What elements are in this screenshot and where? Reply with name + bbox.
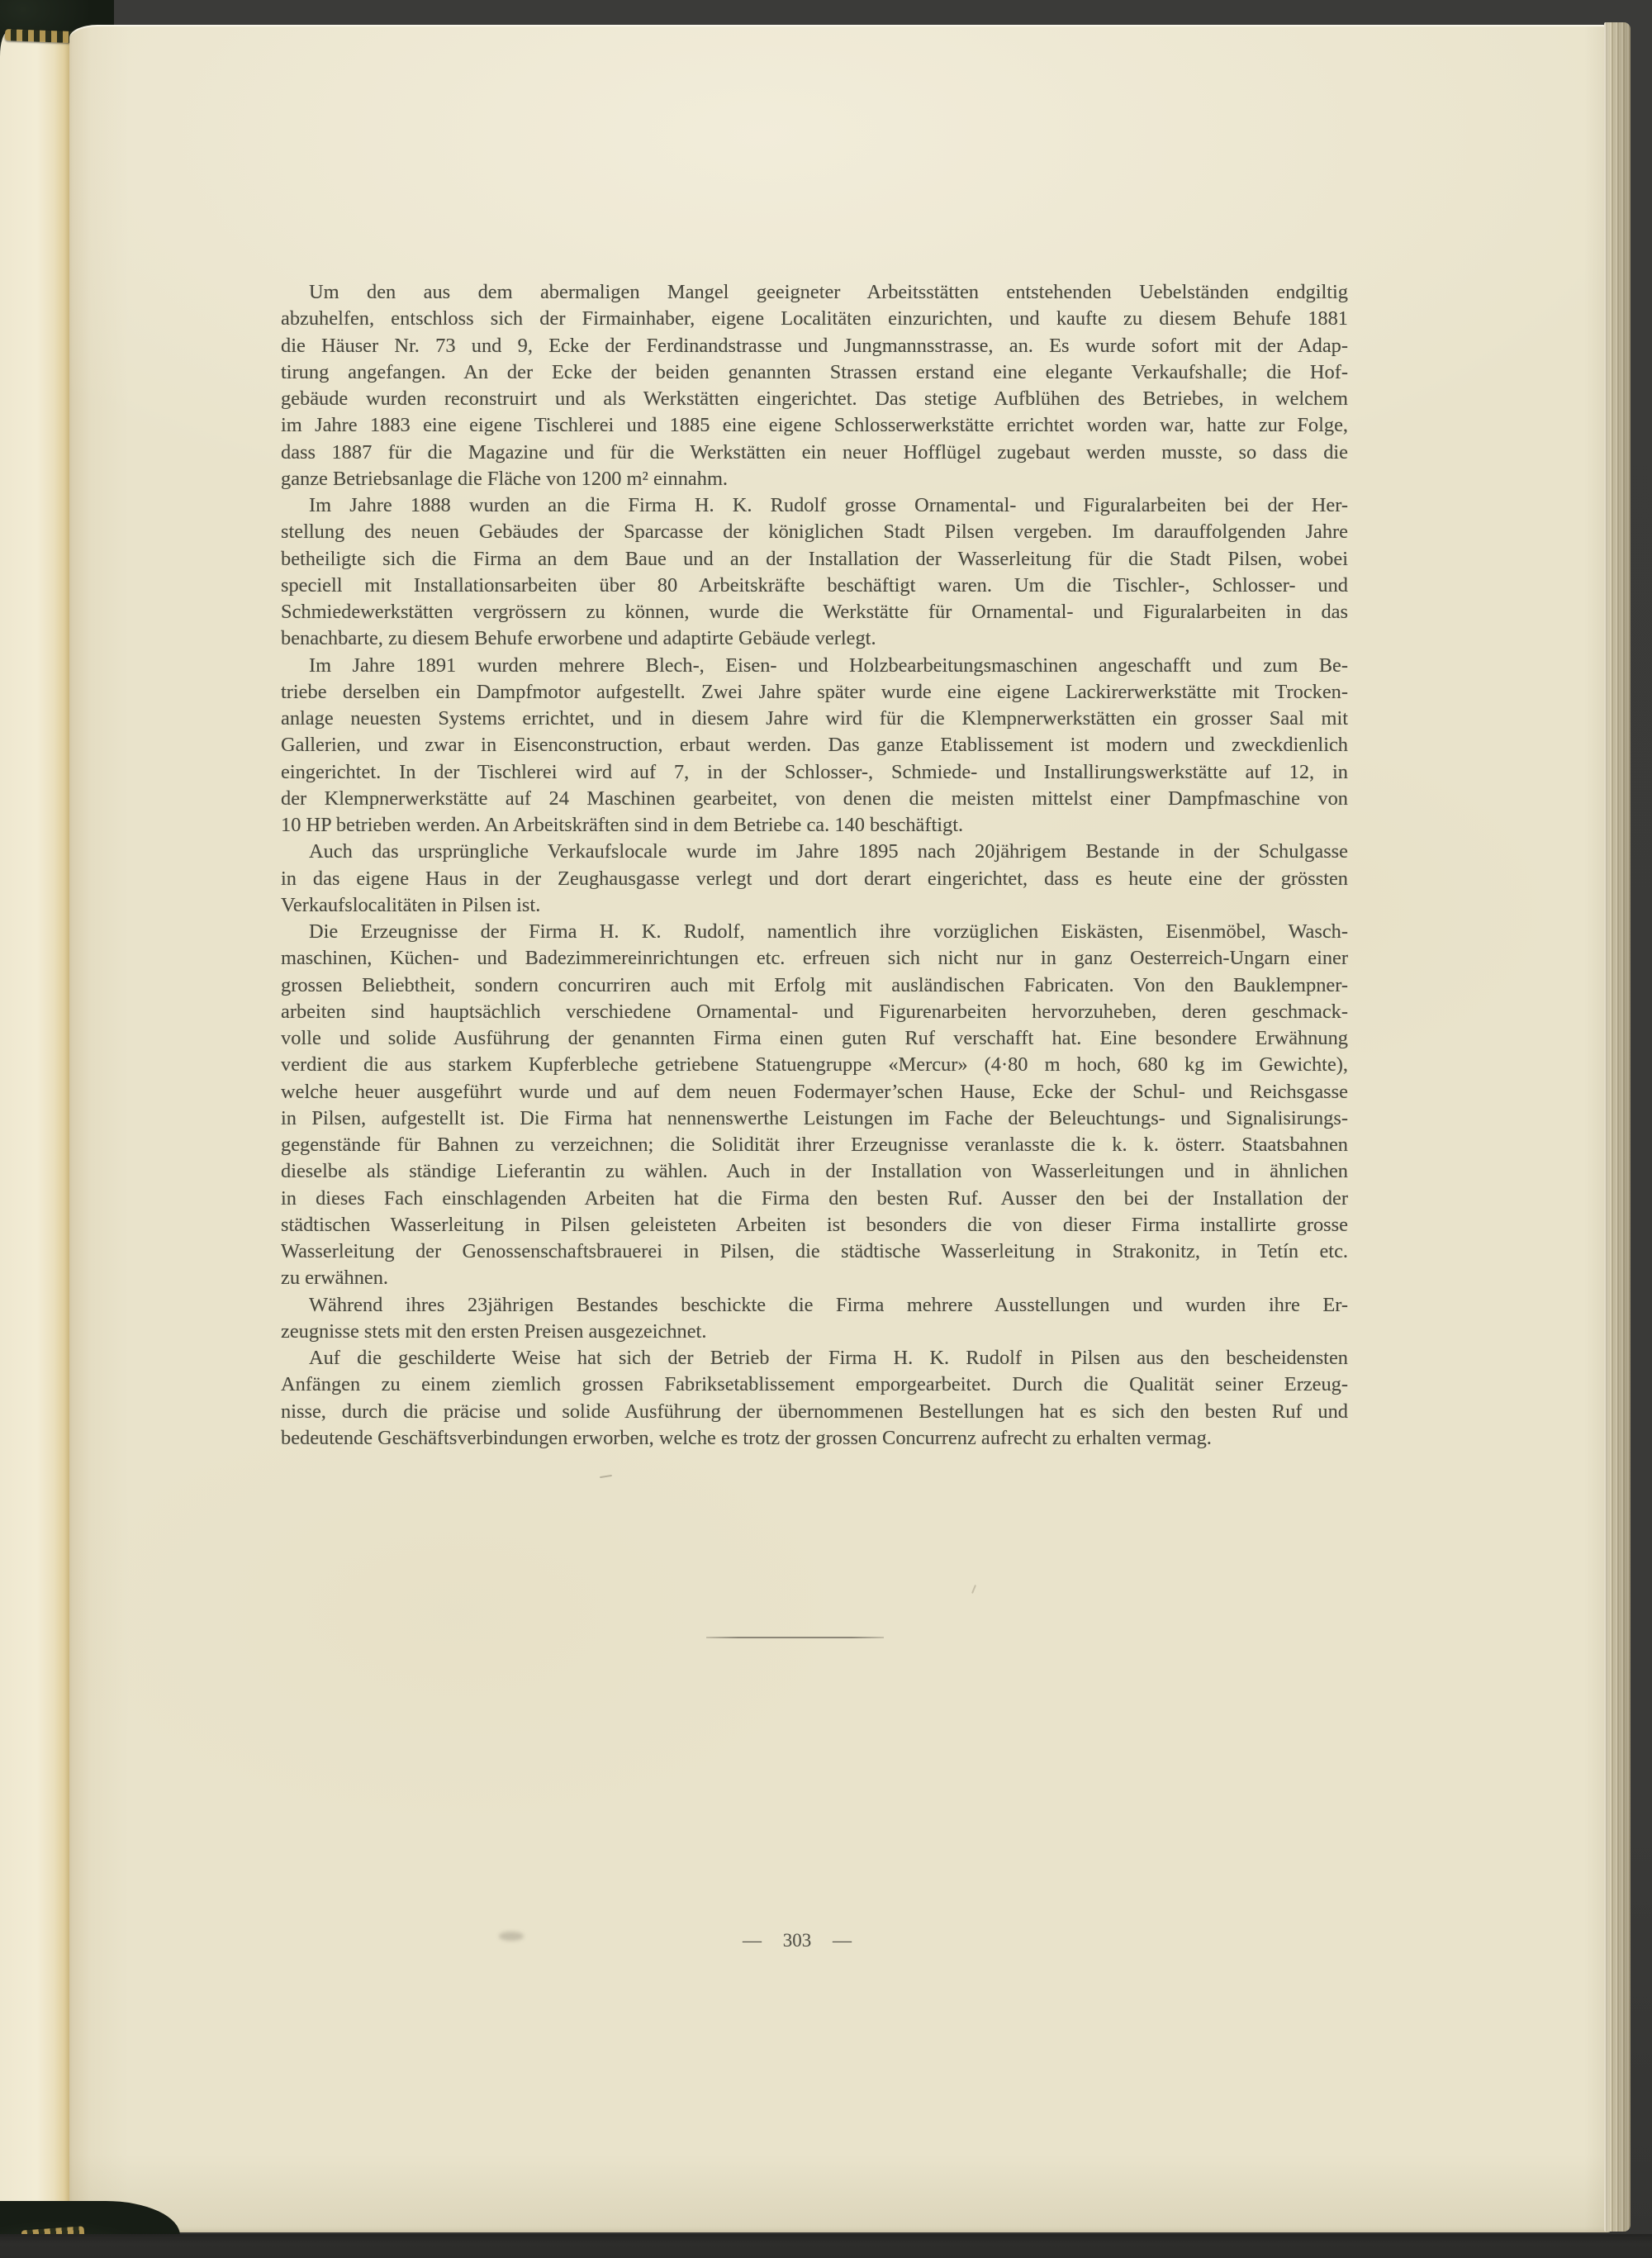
text-line: gegenstände für Bahnen zu verzeichnen; die Solidität ihrer Erzeugnisse veranlasste die k. k. österr. Staatsbahnen [281,1134,1348,1156]
text-line: arbeiten sind hauptsächlich verschiedene Ornamental- und Figurenarbeiten hervorzuheben, deren geschmack- [281,1000,1348,1023]
text-line: die Häuser Nr. 73 und 9, Ecke der Ferdinandstrasse und Jungmannsstrasse, an. Es wurde sofort mit der Adap- [281,334,1348,357]
page-edges-right [1604,22,1631,2232]
text-line: ganze Betriebsanlage die Fläche von 1200 m² einnahm. [281,467,729,490]
text-line: Anfängen zu einem ziemlich grossen Fabriksetablissement emporgearbeitet. Durch die Qualität seiner Erzeug- [281,1373,1348,1396]
text-line: tirung angefangen. An der Ecke der beiden genannten Strassen erstand eine elegante Verkaufshalle; die Hof- [281,360,1348,383]
text-line: Schmiedewerkstätten vergrössern zu können, wurde die Werkstätte für Ornamental- und Figuralarbeiten in das [281,601,1348,623]
text-line: im Jahre 1883 eine eigene Tischlerei und 1885 eine eigene Schlosserwerkstätte errichtet worden war, hatte zur Folge, [281,414,1348,437]
text-line: welche heuer ausgeführt wurde und auf dem neuen Fodermayer’schen Hause, Ecke der Schul- und Reichsgasse [281,1080,1348,1103]
text-line: städtischen Wasserleitung in Pilsen geleisteten Arbeiten ist besonders die von dieser Firma installirte grosse [281,1213,1348,1236]
text-line: maschinen, Küchen- und Badezimmereinrichtungen etc. erfreuen sich nicht nur in ganz Oesterreich-Ungarn einer [281,947,1348,970]
text-line: in dieses Fach einschlagenden Arbeiten hat die Firma den besten Ruf. Ausser den bei der Installation der [281,1186,1348,1210]
text-line: abzuhelfen, entschloss sich der Firmainhaber, eigene Localitäten einzurichten, und kaufte zu diesem Behufe 1881 [281,307,1348,330]
text-line: gebäude wurden reconstruirt und als Werkstätten eingerichtet. Das stetige Aufblühen des Betriebes, in welchem [281,387,1348,410]
text-block [281,279,1348,1452]
text-line: in das eigene Haus in der Zeughausgasse verlegt und dort derart eingerichtet, dass es heute eine der grössten [281,867,1348,890]
text-line: Im Jahre 1891 wurden mehrere Blech-, Eisen- und Holzbearbeitungsmaschinen angeschafft und zum Be- [309,654,1348,677]
text-line: Auch das ursprüngliche Verkaufslocale wurde im Jahre 1895 nach 20jährigem Bestande in der Schulgasse [309,840,1348,863]
text-line: zeugnisse stets mit den ersten Preisen ausgezeichnet. [281,1319,707,1343]
paragraph [281,919,1348,1292]
text-line: nisse, durch die präcise und solide Ausführung der übernommenen Bestellungen hat es sich den besten Ruf und [281,1400,1348,1423]
book-cover-bottom-edge [0,2234,1652,2258]
text-line: triebe derselben ein Dampfmotor aufgestellt. Zwei Jahre später wurde eine eigene Lackirerwerkstätte mit Trocken- [281,680,1348,703]
text-line: betheiligte sich die Firma an dem Baue und an der Installation der Wasserleitung für die Stadt Pilsen, wobei [281,547,1348,570]
text-line: Wasserleitung der Genossenschaftsbrauerei in Pilsen, die städtische Wasserleitung in Strakonitz, in Tetín etc. [281,1240,1348,1262]
paragraph [281,1292,1348,1346]
page-number: — 303 — [743,1930,852,1951]
text-line: in Pilsen, aufgestellt ist. Die Firma hat nennenswerthe Leistungen im Fache der Beleuchtungs- und Signalisirungs- [281,1106,1348,1129]
text-line: Auf die geschilderte Weise hat sich der Betrieb der Firma H. K. Rudolf in Pilsen aus den bescheidensten [309,1347,1348,1369]
section-divider-rule [706,1637,884,1638]
text-line: stellung des neuen Gebäudes der Sparcasse der königlichen Stadt Pilsen vergeben. Im darauffolgenden Jahre [281,521,1348,544]
facing-page-edge [0,31,71,2222]
paragraph [281,1345,1348,1452]
text-line: 10 HP betrieben werden. An Arbeitskräften sind in dem Betriebe ca. 140 beschäftigt. [281,814,964,836]
paragraph [281,492,1348,653]
text-line: bedeutende Geschäftsverbindungen erworben, welche es trotz der grossen Concurrenz aufrecht zu erhalten vermag. [281,1426,1212,1449]
text-line: Verkaufslocalitäten in Pilsen ist. [281,893,541,916]
text-line: Im Jahre 1888 wurden an die Firma H. K. Rudolf grosse Ornamental- und Figuralarbeiten bei der Her- [309,494,1348,516]
text-line: Während ihres 23jährigen Bestandes beschickte die Firma mehrere Ausstellungen und wurden ihre Er- [309,1293,1348,1316]
paragraph [281,653,1348,839]
text-line: Gallerien, und zwar in Eisenconstruction, erbaut werden. Das ganze Etablissement ist modern und zweckdienlich [281,734,1348,757]
text-line: speciell mit Installationsarbeiten über 80 Arbeitskräfte beschäftigt waren. Um die Tischler-, Schlosser- und [281,573,1348,597]
text-line: der Klempnerwerkstätte auf 24 Maschinen gearbeitet, von denen die meisten mittelst einer Dampfmaschine von [281,787,1348,810]
text-line: dieselbe als ständige Lieferantin zu wählen. Auch in der Installation von Wasserleitungen und in ähnlichen [281,1160,1348,1183]
text-line: Die Erzeugnisse der Firma H. K. Rudolf, namentlich ihre vorzüglichen Eiskästen, Eisenmöbel, Wasch- [309,920,1348,943]
text-line: dass 1887 für die Magazine und für die Werkstätten ein neuer Hofflügel zugebaut werden musste, so dass die [281,440,1348,463]
ink-smudge [499,1932,524,1941]
paragraph [281,839,1348,919]
text-line: zu erwähnen. [281,1267,389,1290]
text-line: eingerichtet. In der Tischlerei wird auf 7, in der Schlosser-, Schmiede- und Installirungswerkstätte auf 12, in [281,760,1348,783]
text-line: volle und solide Ausführung der genannten Firma einen guten Ruf verschafft hat. Eine besondere Erwähnung [281,1027,1348,1049]
text-line: grossen Beliebtheit, sondern concurriren auch mit Erfolg mit ausländischen Fabricaten. Von den Bauklempner- [281,973,1348,996]
text-line: Um den aus dem abermaligen Mangel geeigneter Arbeitsstätten entstehenden Uebelständen endgiltig [309,281,1348,303]
paragraph [281,279,1348,492]
text-line: verdient die aus starkem Kupferbleche getriebene Statuengruppe «Mercur» (4·80 m hoch, 680 kg im Gewichte), [281,1053,1348,1077]
text-line: benachbarte, zu diesem Behufe erworbene und adaptirte Gebäude verlegt. [281,627,876,650]
text-line: anlage neuesten Systems errichtet, und in diesem Jahre wird für die Klempnerwerkstätten ein grosser Saal mit [281,707,1348,730]
